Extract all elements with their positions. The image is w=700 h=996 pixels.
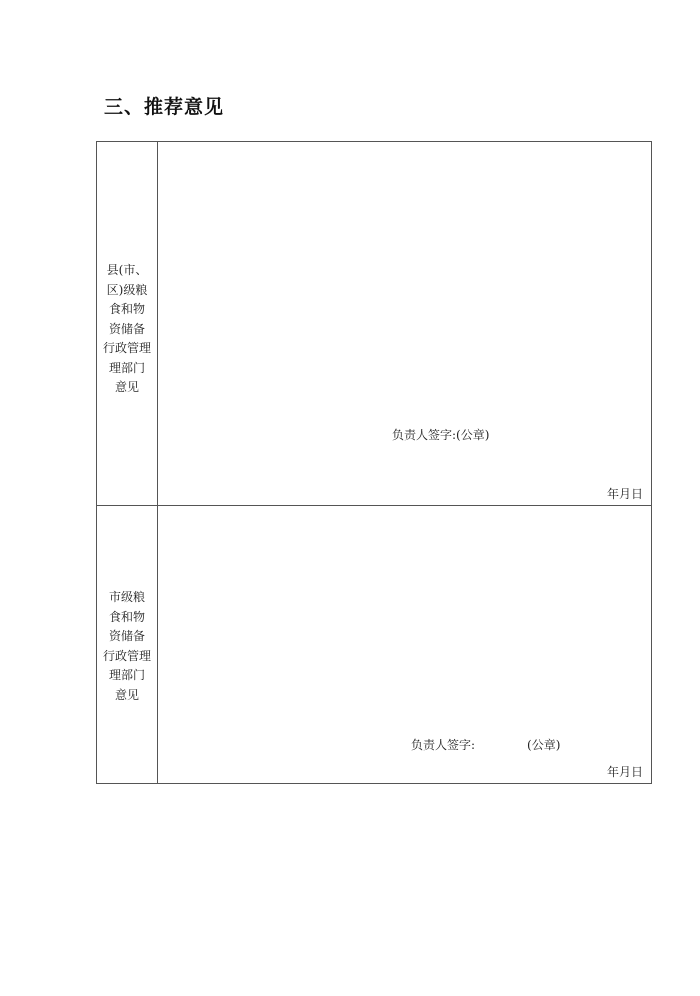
city-opinion-label xyxy=(97,588,157,705)
county-opinion-row xyxy=(97,142,651,506)
label-line: 食和物 xyxy=(108,609,145,624)
city-opinion-label-cell xyxy=(97,506,158,783)
city-opinion-content-cell[interactable] xyxy=(158,506,651,783)
label-line: 理部门 xyxy=(108,668,145,682)
county-opinion-label xyxy=(97,261,157,398)
city-date-label: 年月日 xyxy=(606,765,643,779)
county-opinion-label-cell xyxy=(97,142,158,505)
county-date-label: 年月日 xyxy=(606,487,643,501)
county-opinion-content-cell[interactable] xyxy=(158,142,651,505)
seal-label: (公章) xyxy=(456,428,490,442)
label-line: 理部门 xyxy=(108,360,145,375)
label-line: 行政管理 xyxy=(102,648,151,663)
city-signature-line xyxy=(411,736,560,753)
label-line: 意见 xyxy=(114,380,139,394)
signature-label: 负责人签字: xyxy=(392,428,457,442)
label-line: 资储备 xyxy=(108,629,145,643)
label-line: 行政管理 xyxy=(102,341,151,355)
label-line: 市级粮 xyxy=(108,590,145,604)
county-signature-line xyxy=(392,426,489,443)
label-line: 资储备 xyxy=(108,321,145,336)
signature-label: 负责人签字: xyxy=(411,738,476,752)
label-line: 县(市、 xyxy=(106,263,148,277)
city-opinion-row xyxy=(97,506,651,783)
section-title: 三、推荐意见 xyxy=(104,96,225,118)
label-line: 食和物 xyxy=(108,302,145,316)
label-line: 意见 xyxy=(114,687,139,702)
seal-label: (公章) xyxy=(527,738,561,752)
recommendation-table xyxy=(96,141,652,784)
label-line: 区)级粮 xyxy=(106,282,148,297)
